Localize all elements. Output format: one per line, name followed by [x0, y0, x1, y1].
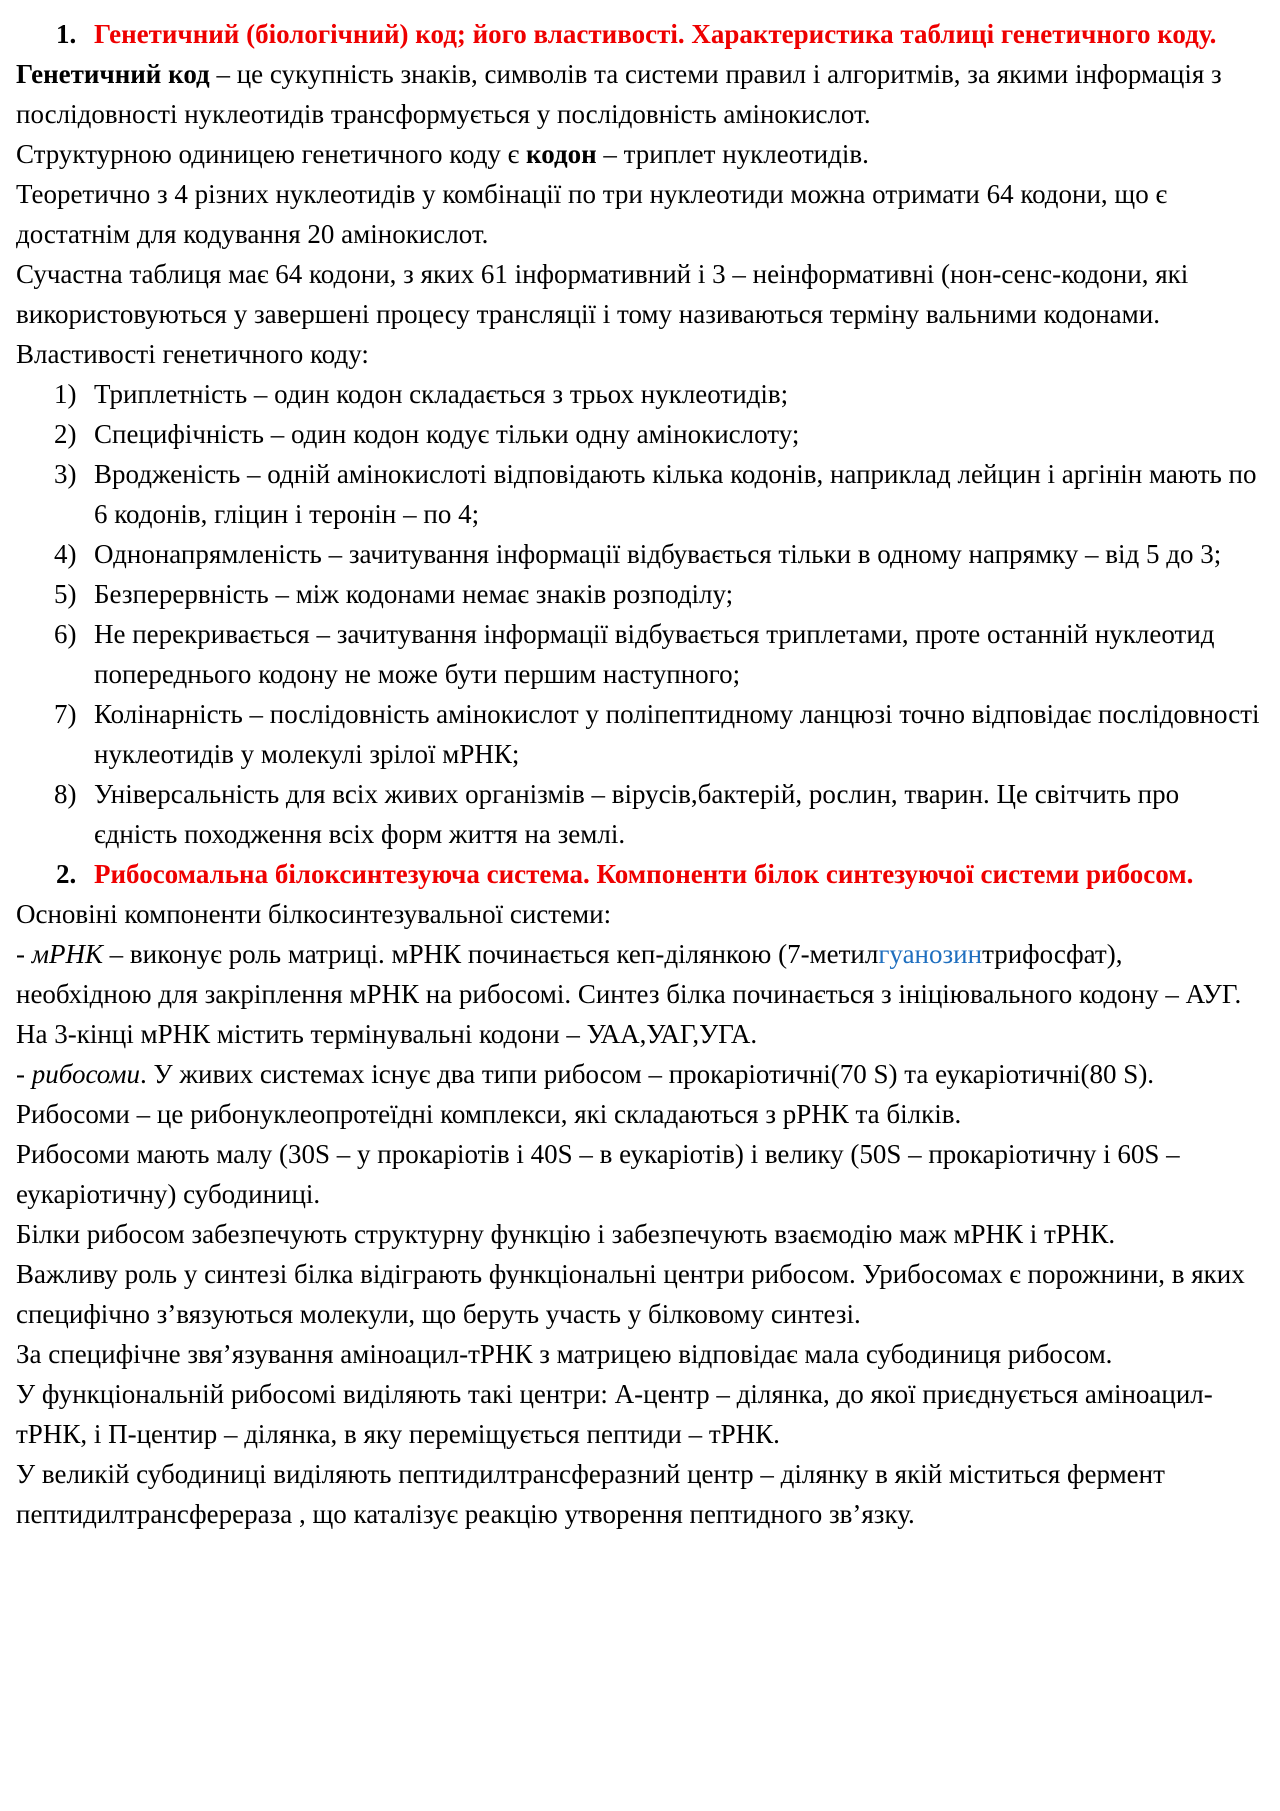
- list-item-number: 5): [54, 579, 77, 609]
- section-2-heading: [16, 854, 1264, 894]
- paragraph-a-p-centers: У функціональній рибосомі виділяють такі центри: А-центр – ділянка, до якої приєднується аміноацил-тРНК, і П-центир – ділянка, в яку переміщується пептиди – тРНК.: [16, 1379, 1213, 1449]
- paragraph-subunits: Рибосоми мають малу (30S – у прокаріотів і 40S – в еукаріотів) і велику (50S – прокаріотичну і 60S –еукаріотичну) субодиниці.: [16, 1139, 1180, 1209]
- section-1-number: 1.: [56, 19, 77, 49]
- list-item-number: 4): [54, 539, 77, 569]
- list-item: [16, 374, 1264, 414]
- list-item: [16, 694, 1264, 774]
- ribosomes-text: . У живих системах існує два типи рибосом – прокаріотичні(70 S) та еукаріотичні(80 S).: [140, 1059, 1155, 1089]
- list-item-text: Універсальність для всіх живих організмів – вірусів,бактерій, рослин, тварин. Це світчить про єдність походження всіх форм життя на землі.: [94, 779, 1180, 849]
- list-item: [16, 414, 1264, 454]
- definition-text: – це сукупність знаків, символів та системи правил і алгоритмів, за якими інформація з послідовності нуклеотидів трансформується у послідовність амінокислот.: [16, 59, 1222, 129]
- list-item-text: Триплетність – один кодон складається з трьох нуклеотидів;: [94, 379, 789, 409]
- paragraph-peptidyl-transferase: У великій субодиниці виділяють пептидилтрансферазний центр – ділянку в якій міститься фермент пептидилтрансферераза , що каталізує реакцію утворення пептидного зв’язку.: [16, 1459, 1165, 1529]
- list-item-number: 3): [54, 459, 77, 489]
- codon-text-after: – триплет нуклеотидів.: [596, 139, 869, 169]
- paragraph-small-subunit: За специфічне звя’язування аміноацил-тРНК з матрицею відповідає мала субодиниця рибосом.: [16, 1339, 1113, 1369]
- list-item-number: 1): [54, 379, 77, 409]
- section-1-heading: [16, 14, 1264, 54]
- dash: -: [16, 939, 32, 969]
- term-codon: кодон: [526, 139, 597, 169]
- list-item-text: Однонапрямленість – зачитування інформації відбувається тільки в одному напрямку – від 5 до 3;: [94, 539, 1222, 569]
- paragraph-modern-table: Сучастна таблиця має 64 кодони, з яких 61 інформативний і 3 – неінформативні (нон-сенс-кодони, які використовуються у завершені процесу трансляції і тому називаються терміну вальними кодонами.: [16, 259, 1189, 329]
- section-2-number: 2.: [56, 859, 77, 889]
- paragraph-ribosomes: [16, 1054, 1264, 1094]
- mrna-text-after: трифосфат), необхідною для закріплення мРНК на рибосомі. Синтез білка починається з ініціювального кодону – АУГ. На 3-кінці мРНК містить термінувальні кодони – УАА,УАГ,УГА.: [16, 939, 1242, 1049]
- mrna-text: – виконує роль матриці. мРНК починається кеп-ділянкою (7-метил: [102, 939, 879, 969]
- paragraph-ribosome-proteins: Білки рибосом забезпечують структурну функцію і забезпечують взаємодію маж мРНК і тРНК.: [16, 1219, 1116, 1249]
- list-item-text: Колінарність – послідовність амінокислот у поліпептидному ланцюзі точно відповідає послідовності нуклеотидів у молекулі зрілої мРНК;: [94, 699, 1260, 769]
- paragraph-genetic-code-definition: [16, 54, 1264, 134]
- properties-list: [16, 374, 1264, 854]
- list-item-text: Вродженість – одній амінокислоті відповідають кілька кодонів, наприклад лейцин і аргінін мають по 6 кодонів, гліцин і теронін – по 4;: [94, 459, 1257, 529]
- list-item-text: Специфічність – один кодон кодує тільки одну амінокислоту;: [94, 419, 800, 449]
- paragraph-properties-intro: Властивості генетичного коду:: [16, 339, 369, 369]
- section-2-title: Рибосомальна білоксинтезуюча система. Компоненти білок синтезуючої системи рибосом.: [94, 859, 1194, 889]
- list-item: [16, 614, 1264, 694]
- list-item-text: Не перекривається – зачитування інформації відбувається триплетами, проте останній нуклеотид попереднього кодону не може бути першим наступного;: [94, 619, 1215, 689]
- list-item: [16, 454, 1264, 534]
- list-item-text: Безперервність – між кодонами немає знаків розподілу;: [94, 579, 734, 609]
- section-1-title: Генетичний (біологічний) код; його властивості. Характеристика таблиці генетичного коду.: [94, 19, 1217, 49]
- list-item-number: 7): [54, 699, 77, 729]
- list-item-number: 2): [54, 419, 77, 449]
- paragraph-mrna: [16, 934, 1264, 1054]
- list-item: [16, 774, 1264, 854]
- list-item: [16, 574, 1264, 614]
- paragraph-components-intro: Основіні компоненти білкосинтезувальної системи:: [16, 899, 612, 929]
- dash: -: [16, 1059, 32, 1089]
- paragraph-functional-centers: Важливу роль у синтезі білка відіграють функціональні центри рибосом. Урибосомах є порожнини, в яких специфічно з’вязуються молекули, що беруть участь у білковому синтезі.: [16, 1259, 1245, 1329]
- list-item-number: 6): [54, 619, 77, 649]
- term-ribosomes: рибосоми: [31, 1059, 140, 1089]
- list-item-number: 8): [54, 779, 77, 809]
- list-item: [16, 534, 1264, 574]
- link-guanosine[interactable]: гуанозин: [878, 939, 983, 969]
- paragraph-theory: Теоретично з 4 різних нуклеотидів у комбінації по три нуклеотиди можна отримати 64 кодони, що є достатнім для кодування 20 амінокислот.: [16, 179, 1168, 249]
- term-mrna: мРНК: [31, 939, 103, 969]
- term-genetic-code: Генетичний код: [16, 59, 210, 89]
- codon-text-before: Структурною одиницею генетичного коду є: [16, 139, 527, 169]
- paragraph-ribosome-definition: Рибосоми – це рибонуклеопротеїдні комплекси, які складаються з рРНК та білків.: [16, 1099, 962, 1129]
- paragraph-codon: [16, 134, 1264, 174]
